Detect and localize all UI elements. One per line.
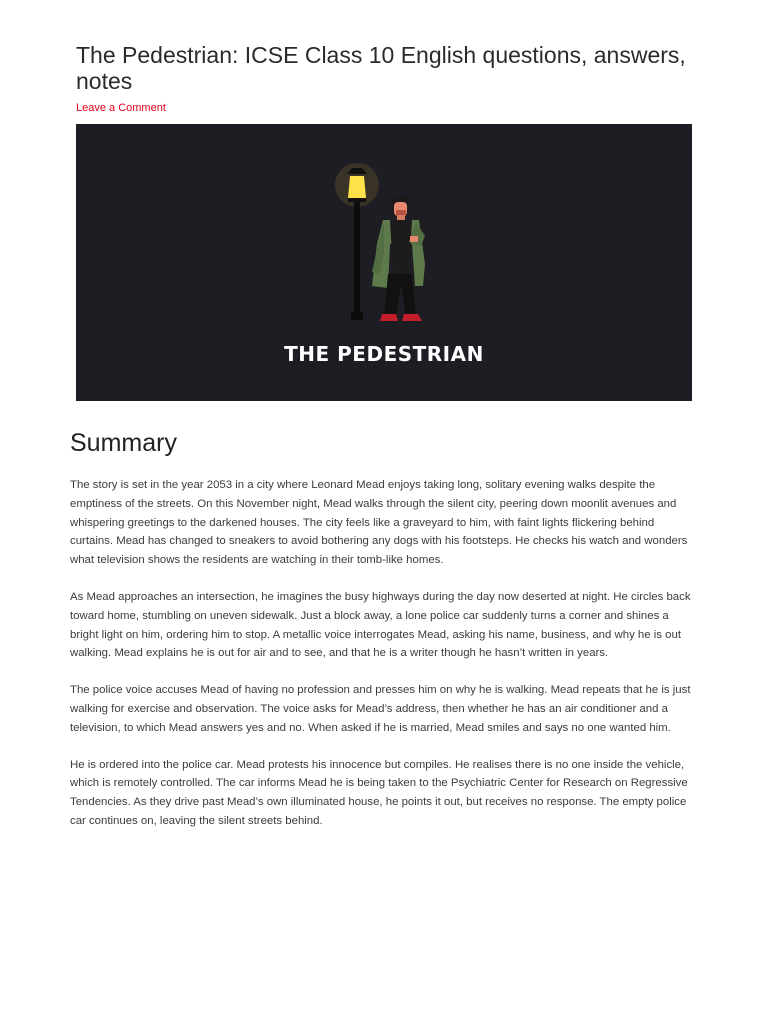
summary-content — [70, 476, 692, 849]
summary-paragraph: The story is set in the year 2053 in a city where Leonard Mead enjoys taking long, solitary evening walks despite the emptiness of the streets. On this November night, Mead walks through the silent city, peering down moonlit avenues and whispering greetings to the darkened houses. The city feels like a graveyard to him, with faint lights flickering behind curtains. Mead has changed to sneakers to avoid bothering any dogs with his footsteps. He checks his watch and wonders what television shows the residents are watching in their tomb-like homes. — [70, 479, 688, 567]
summary-paragraph: As Mead approaches an intersection, he imagines the busy highways during the day now deserted at night. He circles back toward home, stumbling on uneven sidewalk. Just a block away, a lone police car suddenly turns a corner and shines a bright light on him, ordering him to stop. A metallic voice interrogates Mead, asking his name, business, and why he is out walking. Mead explains he is out for air and to see, and that he is a writer though he hasn’t written in years. — [70, 590, 691, 660]
summary-paragraph: The police voice accuses Mead of having no profession and presses him on why he is walking. Mead repeats that he is just walking for exercise and observation. The voice asks for Mead’s address, then whether he has an air conditioner and a television, to which Mead answers yes and no. When asked if he is married, Mead smiles and says no one wanted him. — [70, 684, 691, 734]
summary-paragraph: He is ordered into the police car. Mead protests his innocence but compiles. He realises there is no one inside the vehicle, which is remotely controlled. The car informs Mead he is being taken to the Psychiatric Center for Research on Regressive Tendencies. As they drive past Mead’s own illuminated house, he points it out, but receives no response. The empty police car continues on, leaving the silent streets behind. — [70, 758, 688, 827]
summary-heading: Summary — [70, 429, 177, 457]
article-title: The Pedestrian: ICSE Class 10 English questions, answers, notes — [76, 42, 686, 94]
pedestrian-figure-icon — [372, 195, 425, 321]
hero-caption: THE PEDESTRIAN — [284, 342, 484, 366]
street-lamp-icon — [335, 163, 379, 320]
leave-comment-link[interactable]: Leave a Comment — [76, 102, 166, 114]
